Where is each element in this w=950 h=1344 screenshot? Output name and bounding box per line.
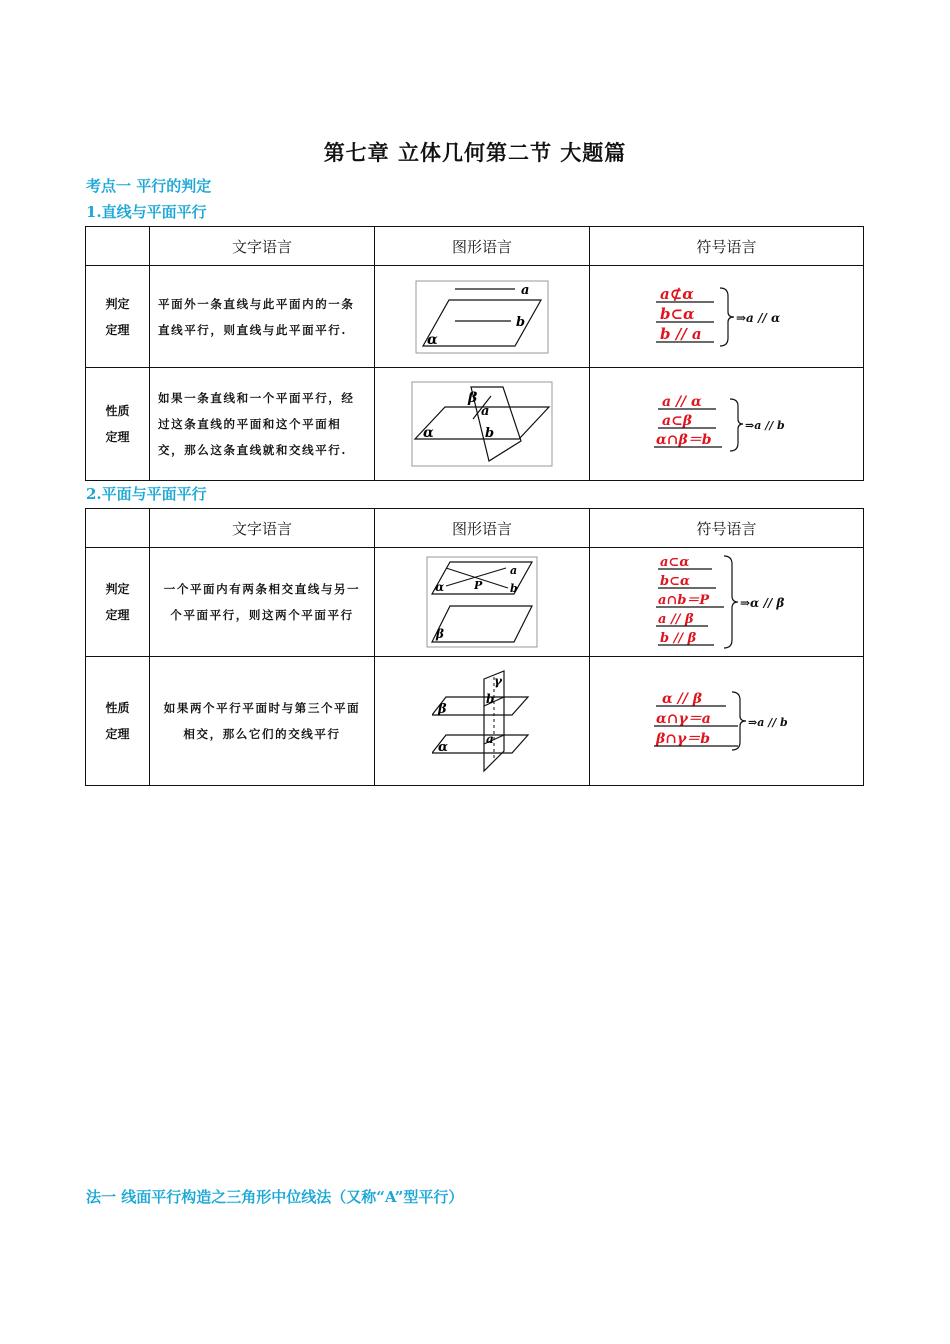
header-symbol-language: 符号语言	[590, 227, 864, 266]
svg-text:a // β: a // β	[657, 612, 694, 627]
svg-text:a⊂α: a⊂α	[659, 555, 689, 570]
svg-text:β: β	[438, 702, 447, 717]
symbol-expression	[642, 688, 812, 754]
table-row	[86, 368, 864, 481]
svg-text:α: α	[423, 425, 434, 441]
header-row	[86, 509, 864, 548]
header-text-language: 文字语言	[150, 509, 375, 548]
line-plane-figure	[415, 280, 549, 354]
svg-text:P: P	[474, 579, 483, 592]
svg-text:b⊂α: b⊂α	[659, 574, 690, 589]
symbol-expression	[642, 284, 812, 350]
svg-text:α∩γ＝a: α∩γ＝a	[655, 711, 711, 727]
svg-text:β∩γ＝b: β∩γ＝b	[655, 731, 710, 747]
row-symbols	[590, 548, 864, 657]
row-figure	[375, 266, 590, 368]
svg-text:b: b	[516, 314, 526, 330]
header-text-language: 文字语言	[150, 227, 375, 266]
svg-text:b // a: b // a	[659, 324, 702, 343]
header-empty	[86, 509, 150, 548]
svg-text:b: b	[485, 426, 495, 441]
svg-text:α // β: α // β	[661, 691, 702, 707]
svg-text:a⊂β: a⊂β	[661, 413, 692, 429]
symbol-expression	[642, 552, 812, 652]
svg-text:β: β	[436, 627, 444, 641]
line-plane-property-figure	[411, 381, 553, 467]
row-label: 性质 定理	[86, 368, 150, 481]
subsection-heading-line-plane: 1.直线与平面平行	[86, 203, 207, 221]
row-figure	[375, 548, 590, 657]
row-symbols	[590, 368, 864, 481]
table-row	[86, 266, 864, 368]
svg-text:α∩β＝b: α∩β＝b	[655, 432, 712, 448]
row-label: 判定 定理	[86, 548, 150, 657]
svg-text:β: β	[468, 390, 478, 406]
plane-plane-property-figure	[432, 669, 532, 773]
svg-text:b: b	[510, 582, 518, 595]
svg-text:b // β: b // β	[659, 631, 696, 646]
svg-text:b: b	[486, 692, 495, 706]
table-row	[86, 657, 864, 786]
header-symbol-language: 符号语言	[590, 509, 864, 548]
svg-text:α: α	[435, 580, 445, 594]
row-text: 如果一条直线和一个平面平行，经过这条直线的平面和这个平面相交，那么这条直线就和交线平行.	[150, 368, 375, 481]
row-symbols	[590, 657, 864, 786]
svg-text:α: α	[427, 331, 438, 348]
plane-plane-figure	[426, 556, 538, 648]
svg-text:a∩b＝P: a∩b＝P	[657, 593, 709, 608]
row-figure	[375, 368, 590, 481]
table-row	[86, 548, 864, 657]
subsection-heading-plane-plane: 2.平面与平面平行	[86, 485, 207, 503]
line-plane-parallel-table	[85, 226, 864, 481]
svg-text:γ: γ	[494, 674, 502, 688]
svg-text:a: a	[521, 282, 530, 298]
svg-text:a: a	[481, 404, 490, 419]
row-text: 一个平面内有两条相交直线与另一个平面平行，则这两个平面平行	[150, 548, 375, 657]
header-row	[86, 227, 864, 266]
row-text: 平面外一条直线与此平面内的一条直线平行，则直线与此平面平行.	[150, 266, 375, 368]
svg-text:a // α: a // α	[661, 394, 702, 410]
plane-plane-parallel-table	[85, 508, 864, 786]
svg-text:⇒a // b: ⇒a // b	[744, 419, 785, 432]
method-heading: 法一 线面平行构造之三角形中位线法（又称“A”型平行）	[86, 1188, 464, 1206]
svg-text:a: a	[510, 564, 518, 577]
row-symbols	[590, 266, 864, 368]
svg-text:b⊂α: b⊂α	[659, 304, 695, 323]
row-figure	[375, 657, 590, 786]
svg-text:α: α	[438, 740, 449, 755]
svg-text:a⊄α: a⊄α	[659, 284, 694, 303]
row-label: 性质 定理	[86, 657, 150, 786]
symbol-expression	[642, 391, 812, 457]
row-label: 判定 定理	[86, 266, 150, 368]
svg-text:⇒α // β: ⇒α // β	[739, 596, 784, 610]
page-title: 第七章 立体几何第二节 大题篇	[323, 140, 627, 165]
header-empty	[86, 227, 150, 266]
header-figure-language: 图形语言	[375, 509, 590, 548]
section-heading: 考点一 平行的判定	[86, 177, 212, 195]
svg-text:a: a	[486, 732, 494, 746]
row-text: 如果两个平行平面时与第三个平面相交，那么它们的交线平行	[150, 657, 375, 786]
svg-text:⇒a // b: ⇒a // b	[747, 716, 788, 729]
svg-text:⇒a // α: ⇒a // α	[735, 310, 780, 325]
header-figure-language: 图形语言	[375, 227, 590, 266]
